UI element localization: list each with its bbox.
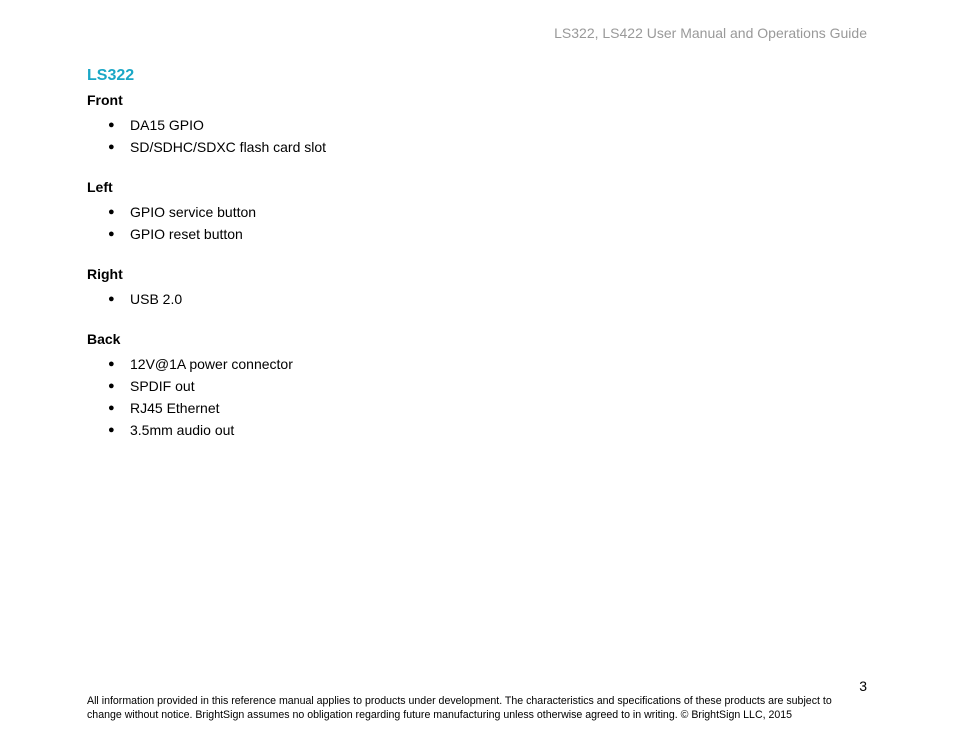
list-back	[87, 353, 867, 441]
bullet-icon: ●	[108, 141, 115, 153]
bullet-icon: ●	[108, 293, 115, 305]
list-item: ● SPDIF out	[87, 375, 867, 397]
main-content	[87, 66, 867, 462]
bullet-icon: ●	[108, 206, 115, 218]
bullet-icon: ●	[108, 380, 115, 392]
list-item: ● GPIO reset button	[87, 223, 867, 245]
group-left	[87, 179, 867, 245]
footer-disclaimer: All information provided in this reference manual applies to products under development. The characteristics and specifications of these products are subject to change without notice. BrightSign assumes no obligation regarding future manufacturing unless otherwise agreed to in writing. © BrightSign LLC, 2015	[87, 695, 832, 721]
group-right	[87, 266, 867, 310]
document-header: LS322, LS422 User Manual and Operations Guide	[554, 25, 867, 41]
group-heading-back: Back	[87, 331, 121, 347]
bullet-icon: ●	[108, 424, 115, 436]
group-heading-left: Left	[87, 179, 113, 195]
list-front	[87, 114, 867, 158]
page-number: 3	[859, 678, 867, 694]
group-heading-right: Right	[87, 266, 123, 282]
group-back	[87, 331, 867, 441]
list-item: ● USB 2.0	[87, 288, 867, 310]
list-item: ● DA15 GPIO	[87, 114, 867, 136]
list-item: ● RJ45 Ethernet	[87, 397, 867, 419]
group-heading-front: Front	[87, 92, 123, 108]
group-front	[87, 92, 867, 158]
section-title: LS322	[87, 67, 135, 84]
list-right	[87, 288, 867, 310]
list-item: ● 3.5mm audio out	[87, 419, 867, 441]
list-item: ● SD/SDHC/SDXC flash card slot	[87, 136, 867, 158]
list-left	[87, 201, 867, 245]
bullet-icon: ●	[108, 402, 115, 414]
list-item: ● 12V@1A power connector	[87, 353, 867, 375]
bullet-icon: ●	[108, 228, 115, 240]
bullet-icon: ●	[108, 119, 115, 131]
bullet-icon: ●	[108, 358, 115, 370]
list-item: ● GPIO service button	[87, 201, 867, 223]
